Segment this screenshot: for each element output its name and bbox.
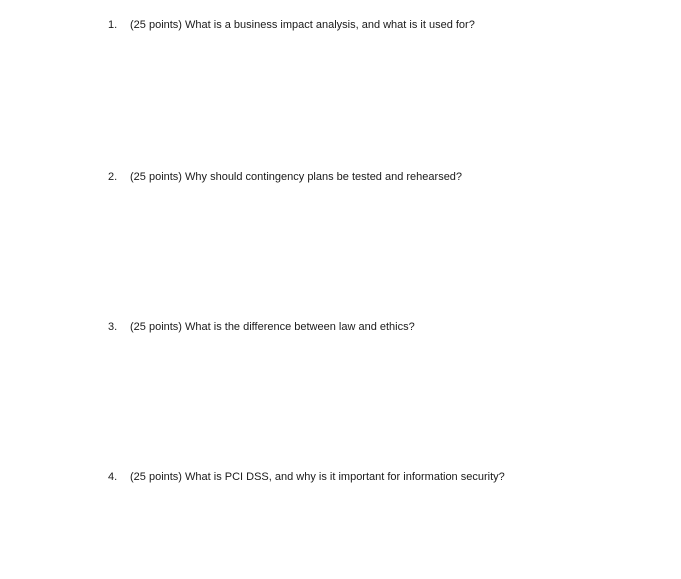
- question-number: 2.: [108, 171, 118, 183]
- question-number: 1.: [108, 19, 118, 31]
- question-4: [108, 469, 505, 485]
- question-text: (25 points) What is PCI DSS, and why is it important for information security?: [130, 471, 505, 483]
- question-text: (25 points) Why should contingency plans be tested and rehearsed?: [130, 171, 463, 183]
- question-text: (25 points) What is a business impact analysis, and what is it used for?: [130, 19, 475, 31]
- question-number: 4.: [108, 471, 118, 483]
- question-1: [108, 17, 475, 33]
- question-2: [108, 169, 462, 185]
- question-3: [108, 319, 415, 335]
- question-text: (25 points) What is the difference between law and ethics?: [130, 321, 415, 333]
- question-number: 3.: [108, 321, 118, 333]
